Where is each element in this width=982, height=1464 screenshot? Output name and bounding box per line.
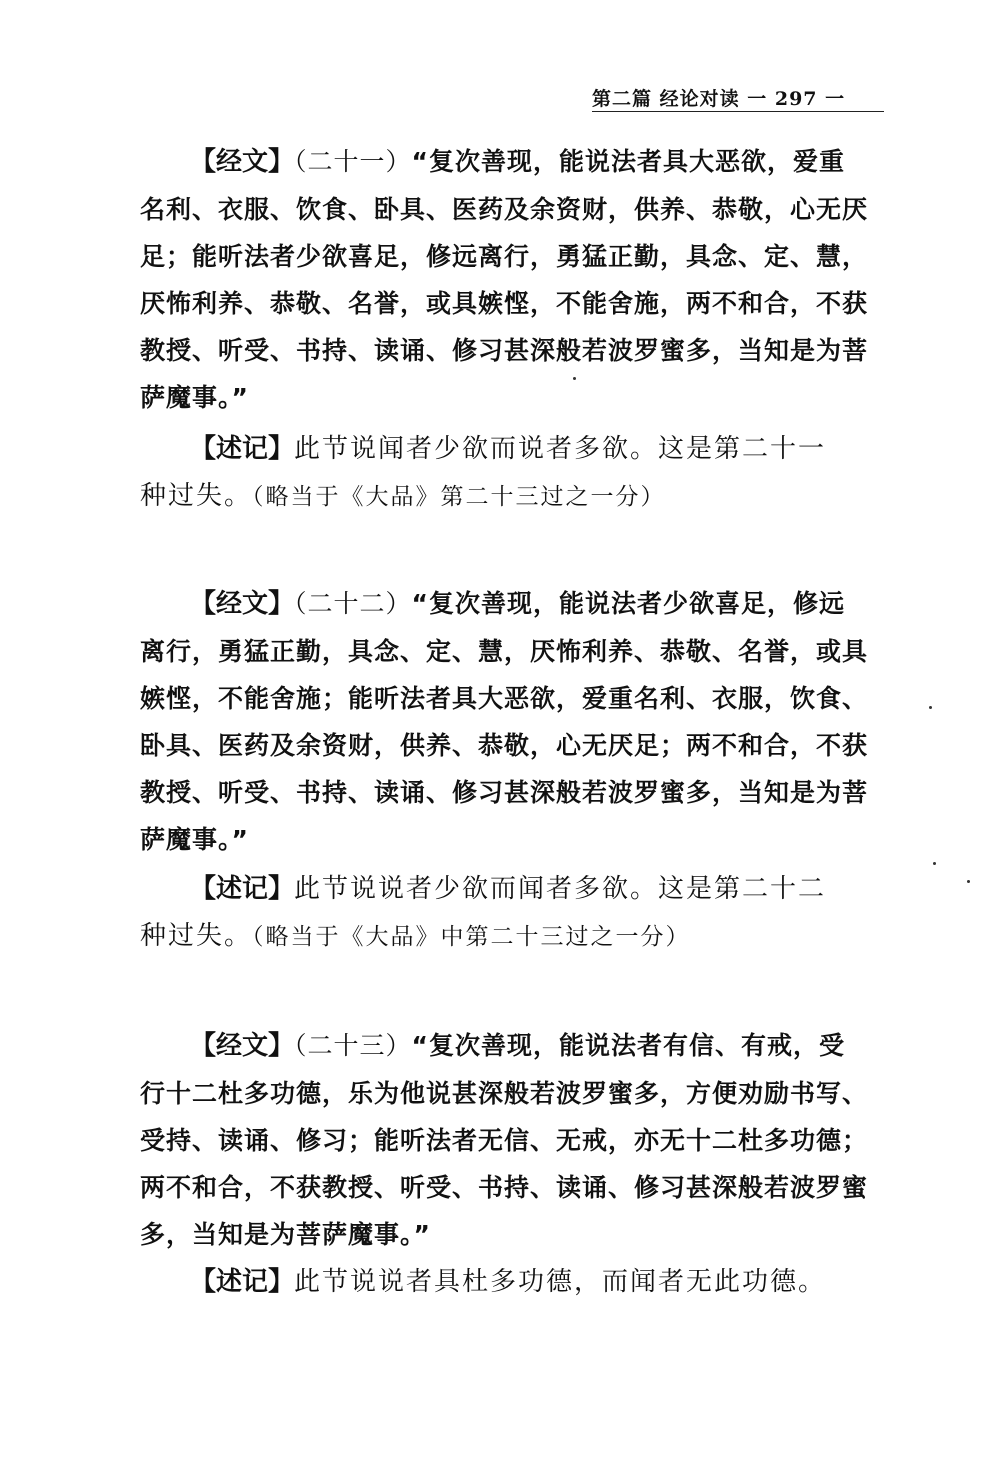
commentary-block-22 xyxy=(140,866,884,961)
text-line: 【述记】此节说说者具杜多功德，而闻者无此功德。 xyxy=(190,1267,827,1297)
commentary-block-21 xyxy=(140,426,884,521)
text-line: 名利、衣服、饮食、卧具、医药及余资财，供养、恭敬，心无厌 xyxy=(140,195,869,224)
commentary-block-23 xyxy=(140,1259,884,1306)
text-line: 【经文】（二十二）“复次善现，能说法者少欲喜足，修远 xyxy=(190,589,845,619)
text-line: 教授、听受、书持、读诵、修习甚深般若波罗蜜多，当知是为菩 xyxy=(140,778,869,807)
text-line: 足；能听法者少欲喜足，修远离行，勇猛正勤，具念、定、慧， xyxy=(140,242,869,271)
text-line: 萨魔事。” xyxy=(140,825,249,854)
text-line: 厌怖利养、恭敬、名誉，或具嫉悭，不能舍施，两不和合，不获 xyxy=(140,289,869,318)
text-line: 种过失。（略当于《大品》第二十三过之一分） xyxy=(140,481,666,511)
scripture-block-21 xyxy=(140,138,884,421)
text-line: 受持、读诵、修习；能听法者无信、无戒，亦无十二杜多功德； xyxy=(140,1126,869,1155)
text-line: 离行，勇猛正勤，具念、定、慧，厌怖利养、恭敬、名誉，或具 xyxy=(140,637,869,666)
scan-speck xyxy=(967,880,970,883)
text-line: 萨魔事。” xyxy=(140,383,249,412)
running-header: 第二篇 经论对读 一 297 一 xyxy=(592,88,846,110)
scan-speck xyxy=(573,377,576,380)
scripture-block-22 xyxy=(140,580,884,863)
text-line: 嫉悭，不能舍施；能听法者具大恶欲，爱重名利、衣服，饮食、 xyxy=(140,684,869,713)
scripture-block-23 xyxy=(140,1022,884,1258)
text-line: 种过失。（略当于《大品》中第二十三过之一分） xyxy=(140,921,691,951)
text-line: 【经文】（二十一）“复次善现，能说法者具大恶欲，爱重 xyxy=(190,147,845,177)
text-line: 教授、听受、书持、读诵、修习甚深般若波罗蜜多，当知是为菩 xyxy=(140,336,869,365)
scan-speck xyxy=(933,862,936,865)
text-line: 【述记】此节说闻者少欲而说者多欲。这是第二十一 xyxy=(190,434,827,464)
text-line: 卧具、医药及余资财，供养、恭敬，心无厌足；两不和合，不获 xyxy=(140,731,869,760)
scan-speck xyxy=(929,706,932,709)
text-line: 行十二杜多功德，乐为他说甚深般若波罗蜜多，方便劝励书写、 xyxy=(140,1079,869,1108)
text-line: 多，当知是为菩萨魔事。” xyxy=(140,1220,431,1249)
text-line: 【述记】此节说说者少欲而闻者多欲。这是第二十二 xyxy=(190,874,827,904)
header-rule xyxy=(592,111,884,112)
text-line: 【经文】（二十三）“复次善现，能说法者有信、有戒，受 xyxy=(190,1031,845,1061)
text-line: 两不和合，不获教授、听受、书持、读诵、修习甚深般若波罗蜜 xyxy=(140,1173,869,1202)
